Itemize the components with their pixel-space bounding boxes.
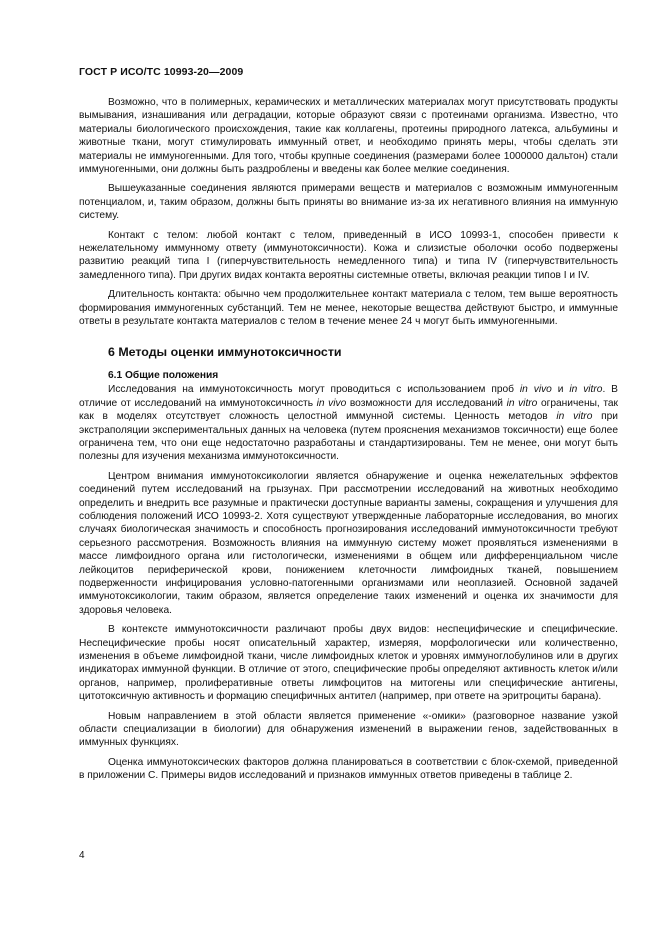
paragraph-body-contact: Контакт с телом: любой контакт с телом, приведенный в ИСО 10993-1, способен привести к нежелательному иммунному ответу (иммунотоксичности). Кожа и слизистые оболочки особо подвержены развитию реакций типа I (гиперчувствительность немедленного типа) и типа IV (гиперчувствительность замедленного типа). При других видах контакта вероятны системные ответы, включая реакции типов I и IV. <box>79 229 618 281</box>
paragraph-degradation-products: Возможно, что в полимерных, керамических и металлических материалах могут присутствовать продукты вымывания, изнашивания или деградации, которые образуют связи с протеинами организма. Известно, что материалы биологического происхождения, такие как коллагены, протеины природного латекса, альбумины и животные ткани, могут стимулировать иммунный ответ, и необходимо принять меры, чтобы сделать эти материалы не иммуногенными. Для того, чтобы крупные соединения (размерами более 1000000 дальтон) стали иммуногенными, они должны быть раздроблены и введены как более мелкие соединения. <box>79 97 618 176</box>
paragraph-omics: Новым направлением в этой области является применение «-омики» (разговорное название узкой области специализации в биологии) для обнаружения изменений в выражении генов, задействованных в иммунных функциях. <box>79 710 618 749</box>
document-header: ГОСТ Р ИСО/ТС 10993-20—2009 <box>79 66 244 78</box>
italic-term: in vivo <box>519 384 552 396</box>
document-body <box>79 96 618 783</box>
paragraph-immunotoxicology-focus: Центром внимания иммунотоксикологии является обнаружение и оценка нежелательных эффектов соединений путем исследований на грызунах. При рассмотрении исследований на животных необходимо определить и внедрить все разумные и практически доступные варианты замены, сокращения и улучшения для соблюдения положений ИСО 10993-2. Хотя существуют утвержденные лабораторные исследования, во многих случаях биологическая значимость и способность прогнозирования исследований иммунотоксичности требуют серьезного рассмотрения. Возможность влияния на иммунную систему может проявляться изменениями в массе лимфоидного органа или гистологически, изменениями в общем или дифференциальном числе лейкоцитов периферической крови, понижением клеточности лимфоидных тканей, повышением подверженности инфицирования условно-патогенными организмами или неоплазией. Основной задачей иммунотоксикологии, таким образом, является определение таких изменений и оценка их значимости для здоровья человека. <box>79 470 618 616</box>
subsection-title: 6.1 Общие положения <box>108 369 219 381</box>
section-title: 6 Методы оценки иммунотоксичности <box>108 344 342 359</box>
paragraph-contact-duration: Длительность контакта: обычно чем продолжительнее контакт материала с телом, тем выше вероятность формирования иммуногенных субстанций. Тем не менее, некоторые вещества действуют быстро, и иммунные ответы в результате контакта материалов с телом в течение менее 24 ч могут быть иммуногенными. <box>79 289 618 328</box>
italic-term: in vitro <box>569 384 603 396</box>
italic-term: in vitro <box>556 411 593 423</box>
text-run: при экстраполяции экспериментальных данных на человека (путем прояснения механизмов токсичности) еще более ограничена тем, что они еще недостаточно разработаны и стандартизированы. Тем не менее, они могут быть полезны для изучения механизма иммунотоксичности. <box>79 411 618 463</box>
italic-term: in vitro <box>506 397 538 409</box>
page-number: 4 <box>79 850 85 861</box>
paragraph-test-types: В контексте иммунотоксичности различают пробы двух видов: неспецифические и специфические. Неспецифические пробы носят описательный характер, измеряя, морфологически или количественно, изменения в объеме лимфоидной ткани, числе лимфоидных клеток и уровнях иммуноглобулинов или в других индикаторах иммунной функции. В отличие от этого, специфические пробы определяют активность клеток и/или органов, например, пролиферативные ответы лимфоцитов на митогены или специфические антигены, цитотоксичную активность и формацию специфичных антител (например, при ответе на эритроциты барана). <box>79 624 618 703</box>
text-run: возможности для исследований <box>346 397 507 409</box>
paragraph-in-vivo-in-vitro <box>79 383 618 463</box>
text-run: Исследования на иммунотоксичность могут проводиться с использованием проб <box>108 384 520 396</box>
paragraph-immunogenic-compounds: Вышеуказанные соединения являются примерами веществ и материалов с возможным иммуногенным потенциалом, и, таким образом, должны быть приняты во внимание из-за их негативного влияния на иммунную систему. <box>79 183 618 222</box>
italic-term: in vivo <box>316 397 347 409</box>
text-run: ограничены, так как в моделях отсутствует сложность целостной иммунной системы. Ценность методов <box>79 397 618 423</box>
text-run: . В отличие от исследований на иммунотоксичность <box>79 384 618 409</box>
paragraph-assessment-plan: Оценка иммунотоксических факторов должна планироваться в соответствии с блок-схемой, приведенной в приложении С. Примеры видов исследований и признаков иммунных ответов приведены в таблице 2. <box>79 756 618 782</box>
text-run: и <box>551 384 570 396</box>
